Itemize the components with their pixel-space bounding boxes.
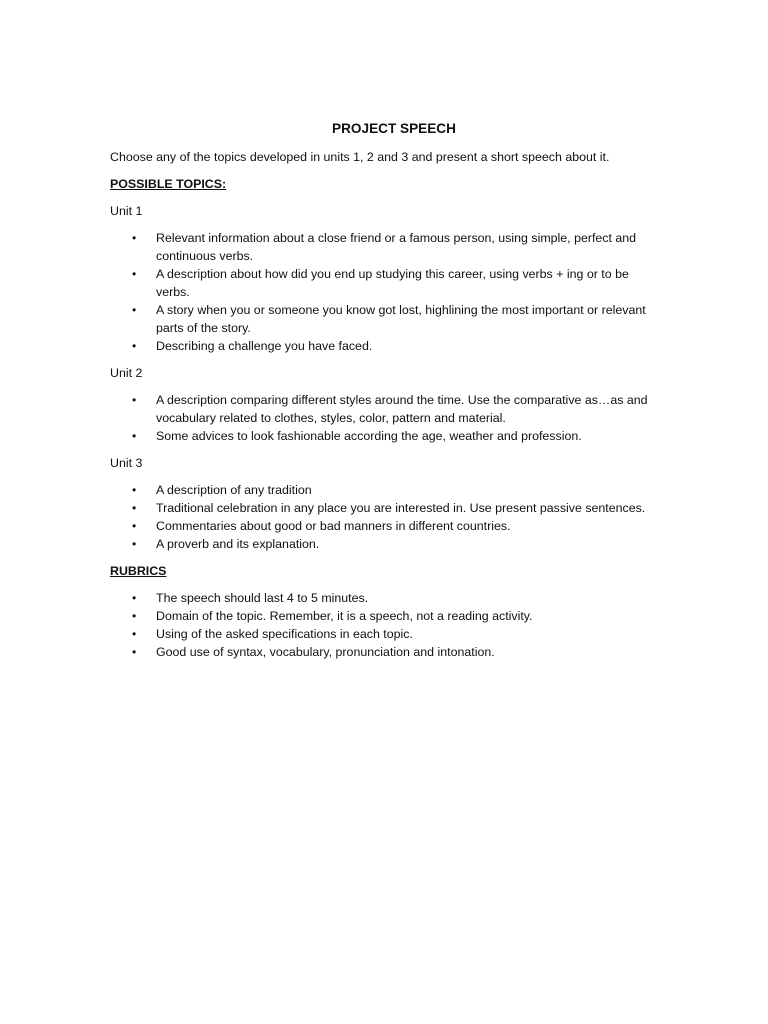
list-item	[110, 499, 670, 517]
list-item	[110, 589, 670, 607]
rubrics-list	[110, 589, 670, 661]
list-item-text: A description about how did you end up studying this career, using verbs + ing or to be verbs.	[156, 267, 629, 299]
unit-1-topic-list	[110, 229, 670, 355]
bullet-icon: •	[132, 429, 137, 443]
list-item	[110, 229, 670, 265]
list-item-text: Describing a challenge you have faced.	[156, 339, 373, 353]
list-item	[110, 391, 670, 427]
list-item-text: Traditional celebration in any place you are interested in. Use present passive sentences.	[156, 501, 646, 515]
list-item	[110, 643, 670, 661]
unit-1-label: Unit 1	[110, 204, 143, 218]
bullet-icon: •	[132, 519, 137, 533]
document-page	[110, 119, 670, 670]
unit-2-label: Unit 2	[110, 366, 143, 380]
intro-paragraph: Choose any of the topics developed in units 1, 2 and 3 and present a short speech about it.	[110, 150, 610, 164]
list-item-text: Using of the asked specifications in each topic.	[156, 627, 413, 641]
list-item	[110, 481, 670, 499]
bullet-icon: •	[132, 645, 137, 659]
list-item-text: Relevant information about a close friend or a famous person, using simple, perfect and continuous verbs.	[156, 231, 637, 263]
bullet-icon: •	[132, 537, 137, 551]
list-item-text: Some advices to look fashionable according the age, weather and profession.	[156, 429, 582, 443]
bullet-icon: •	[132, 483, 137, 497]
bullet-icon: •	[132, 501, 137, 515]
list-item	[110, 427, 670, 445]
unit-3-label: Unit 3	[110, 456, 143, 470]
list-item-text: Good use of syntax, vocabulary, pronunciation and intonation.	[156, 645, 495, 659]
list-item	[110, 337, 670, 355]
list-item	[110, 265, 670, 301]
bullet-icon: •	[132, 609, 137, 623]
bullet-icon: •	[132, 303, 137, 317]
list-item-text: A proverb and its explanation.	[156, 537, 320, 551]
list-item-text: A description of any tradition	[156, 483, 312, 497]
list-item	[110, 625, 670, 643]
unit-2-topic-list	[110, 391, 670, 445]
list-item-text: A story when you or someone you know got lost, highlining the most important or relevant parts of the story.	[156, 303, 646, 335]
rubrics-heading: RUBRICS	[110, 564, 167, 578]
list-item	[110, 517, 670, 535]
bullet-icon: •	[132, 231, 137, 245]
page-title: PROJECT SPEECH	[332, 121, 456, 136]
unit-3-topic-list	[110, 481, 670, 553]
list-item-text: The speech should last 4 to 5 minutes.	[156, 591, 369, 605]
list-item	[110, 535, 670, 553]
list-item-text: A description comparing different styles around the time. Use the comparative as…as and vocabulary related to clothes, styles, color, pattern and material.	[156, 393, 648, 425]
bullet-icon: •	[132, 267, 137, 281]
list-item	[110, 301, 670, 337]
bullet-icon: •	[132, 627, 137, 641]
bullet-icon: •	[132, 339, 137, 353]
list-item-text: Domain of the topic. Remember, it is a speech, not a reading activity.	[156, 609, 533, 623]
bullet-icon: •	[132, 393, 137, 407]
list-item	[110, 607, 670, 625]
topics-heading: POSSIBLE TOPICS:	[110, 177, 227, 191]
bullet-icon: •	[132, 591, 137, 605]
list-item-text: Commentaries about good or bad manners in different countries.	[156, 519, 511, 533]
